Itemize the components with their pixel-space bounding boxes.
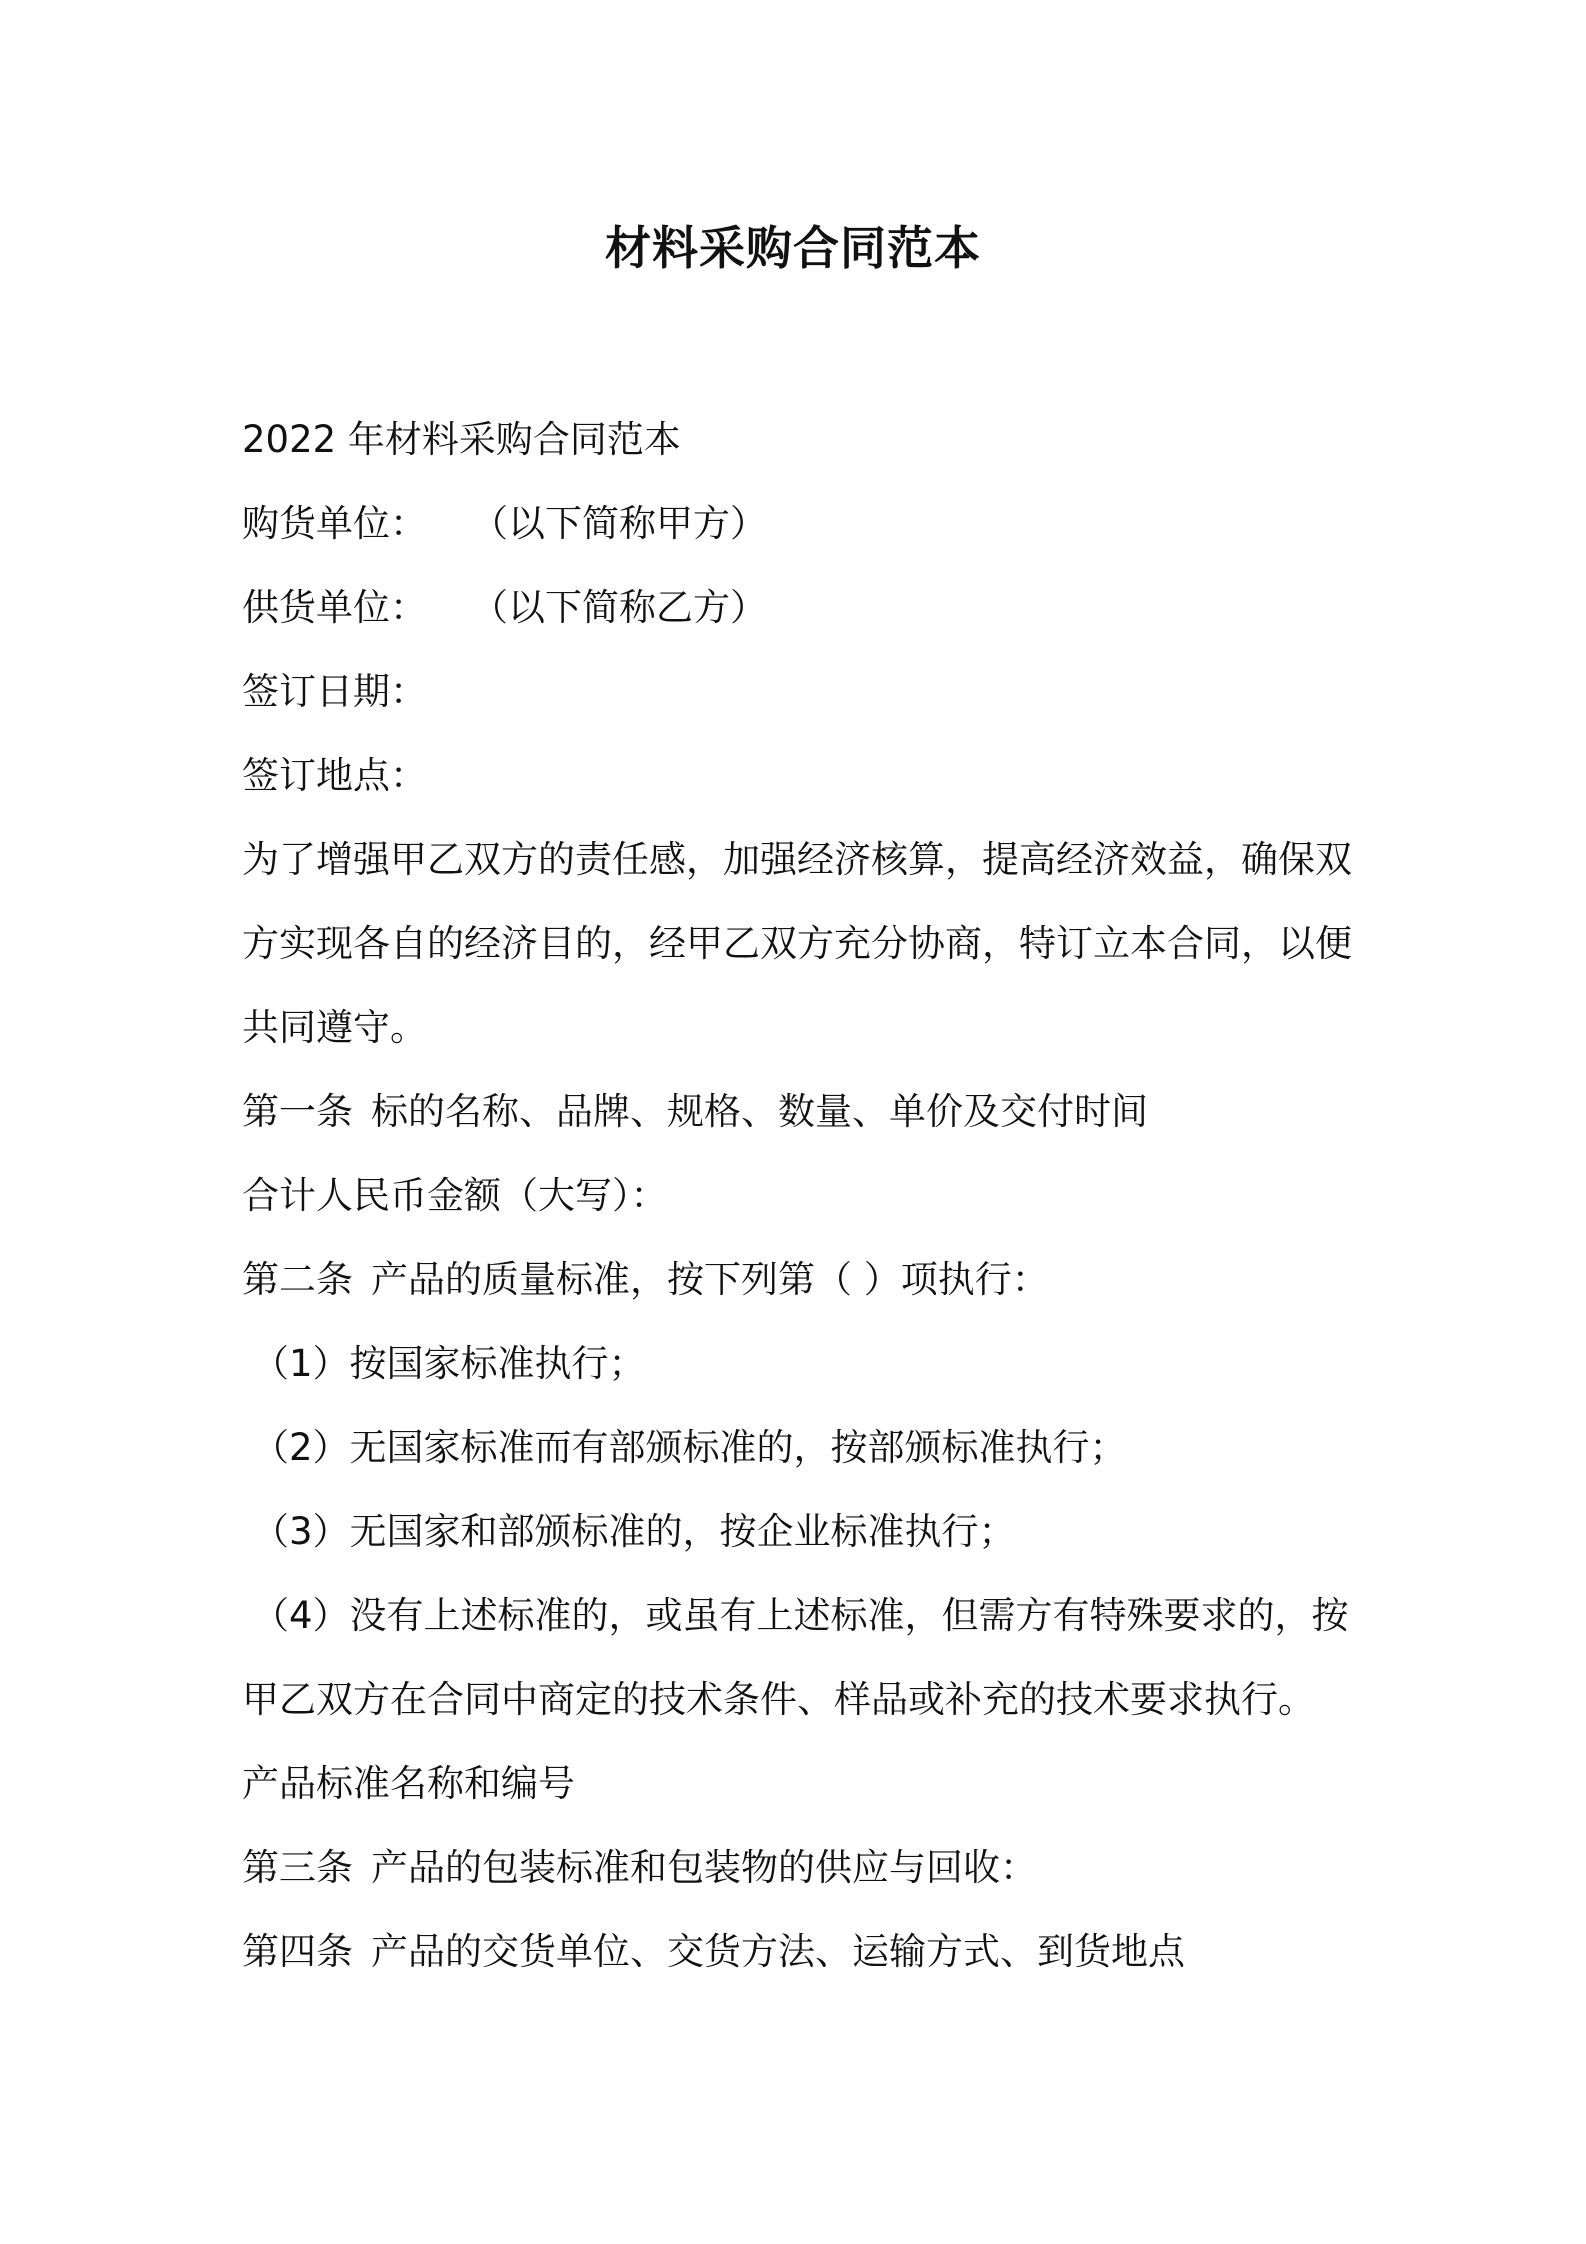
document-subtitle: 2022 年材料采购合同范本 [242, 418, 681, 461]
preamble-line-1: 为了增强甲乙双方的责任感，加强经济核算，提高经济效益，确保双 [242, 838, 1352, 881]
article-1-number: 第一条 [242, 1090, 353, 1133]
standard-name-label: 产品标准名称和编号 [242, 1762, 575, 1805]
buyer-line [242, 482, 1358, 566]
buyer-label: 购货单位： [242, 502, 427, 545]
supplier-label: 供货单位： [242, 586, 427, 629]
article-4-text: 产品的交货单位、交货方法、运输方式、到货地点 [371, 1930, 1185, 1973]
sign-date-label: 签订日期： [242, 670, 427, 713]
total-amount-label: 合计人民币金额（大写）： [242, 1174, 668, 1217]
quality-item-1-text: （1）按国家标准执行； [252, 1342, 646, 1385]
article-1 [242, 1070, 1358, 1154]
quality-item-3-text: （3）无国家和部颁标准的，按企业标准执行； [252, 1510, 1016, 1553]
buyer-note: （以下简称甲方） [471, 502, 767, 545]
quality-item-2-text: （2）无国家标准而有部颁标准的，按部颁标准执行； [252, 1426, 1127, 1469]
article-1-text: 标的名称、品牌、规格、数量、单价及交付时间 [371, 1090, 1148, 1133]
quality-item-4-line-2: 甲乙双方在合同中商定的技术条件、样品或补充的技术要求执行。 [242, 1678, 1315, 1721]
quality-item-4-line-1 [242, 1574, 1358, 1658]
quality-item-3 [242, 1490, 1358, 1574]
preamble-line-3: 共同遵守。 [242, 1006, 427, 1049]
sign-place-label: 签订地点： [242, 754, 427, 797]
quality-item-1 [242, 1322, 1358, 1406]
document-body [242, 398, 1358, 1994]
article-3-number: 第三条 [242, 1846, 353, 1889]
article-2 [242, 1238, 1358, 1322]
article-3-text: 产品的包装标准和包装物的供应与回收： [371, 1846, 1037, 1889]
document-title: 材料采购合同范本 [605, 221, 981, 275]
article-3 [242, 1826, 1358, 1910]
article-4-number: 第四条 [242, 1930, 353, 1973]
article-2-number: 第二条 [242, 1258, 353, 1301]
preamble-line-2: 方实现各自的经济目的，经甲乙双方充分协商，特订立本合同，以便 [242, 922, 1352, 965]
article-4 [242, 1910, 1358, 1994]
supplier-note: （以下简称乙方） [471, 586, 767, 629]
quality-item-4-text-1: （4）没有上述标准的，或虽有上述标准，但需方有特殊要求的，按 [252, 1594, 1349, 1637]
quality-item-2 [242, 1406, 1358, 1490]
article-2-text: 产品的质量标准，按下列第（ ）项执行： [371, 1258, 1049, 1301]
supplier-line [242, 566, 1358, 650]
